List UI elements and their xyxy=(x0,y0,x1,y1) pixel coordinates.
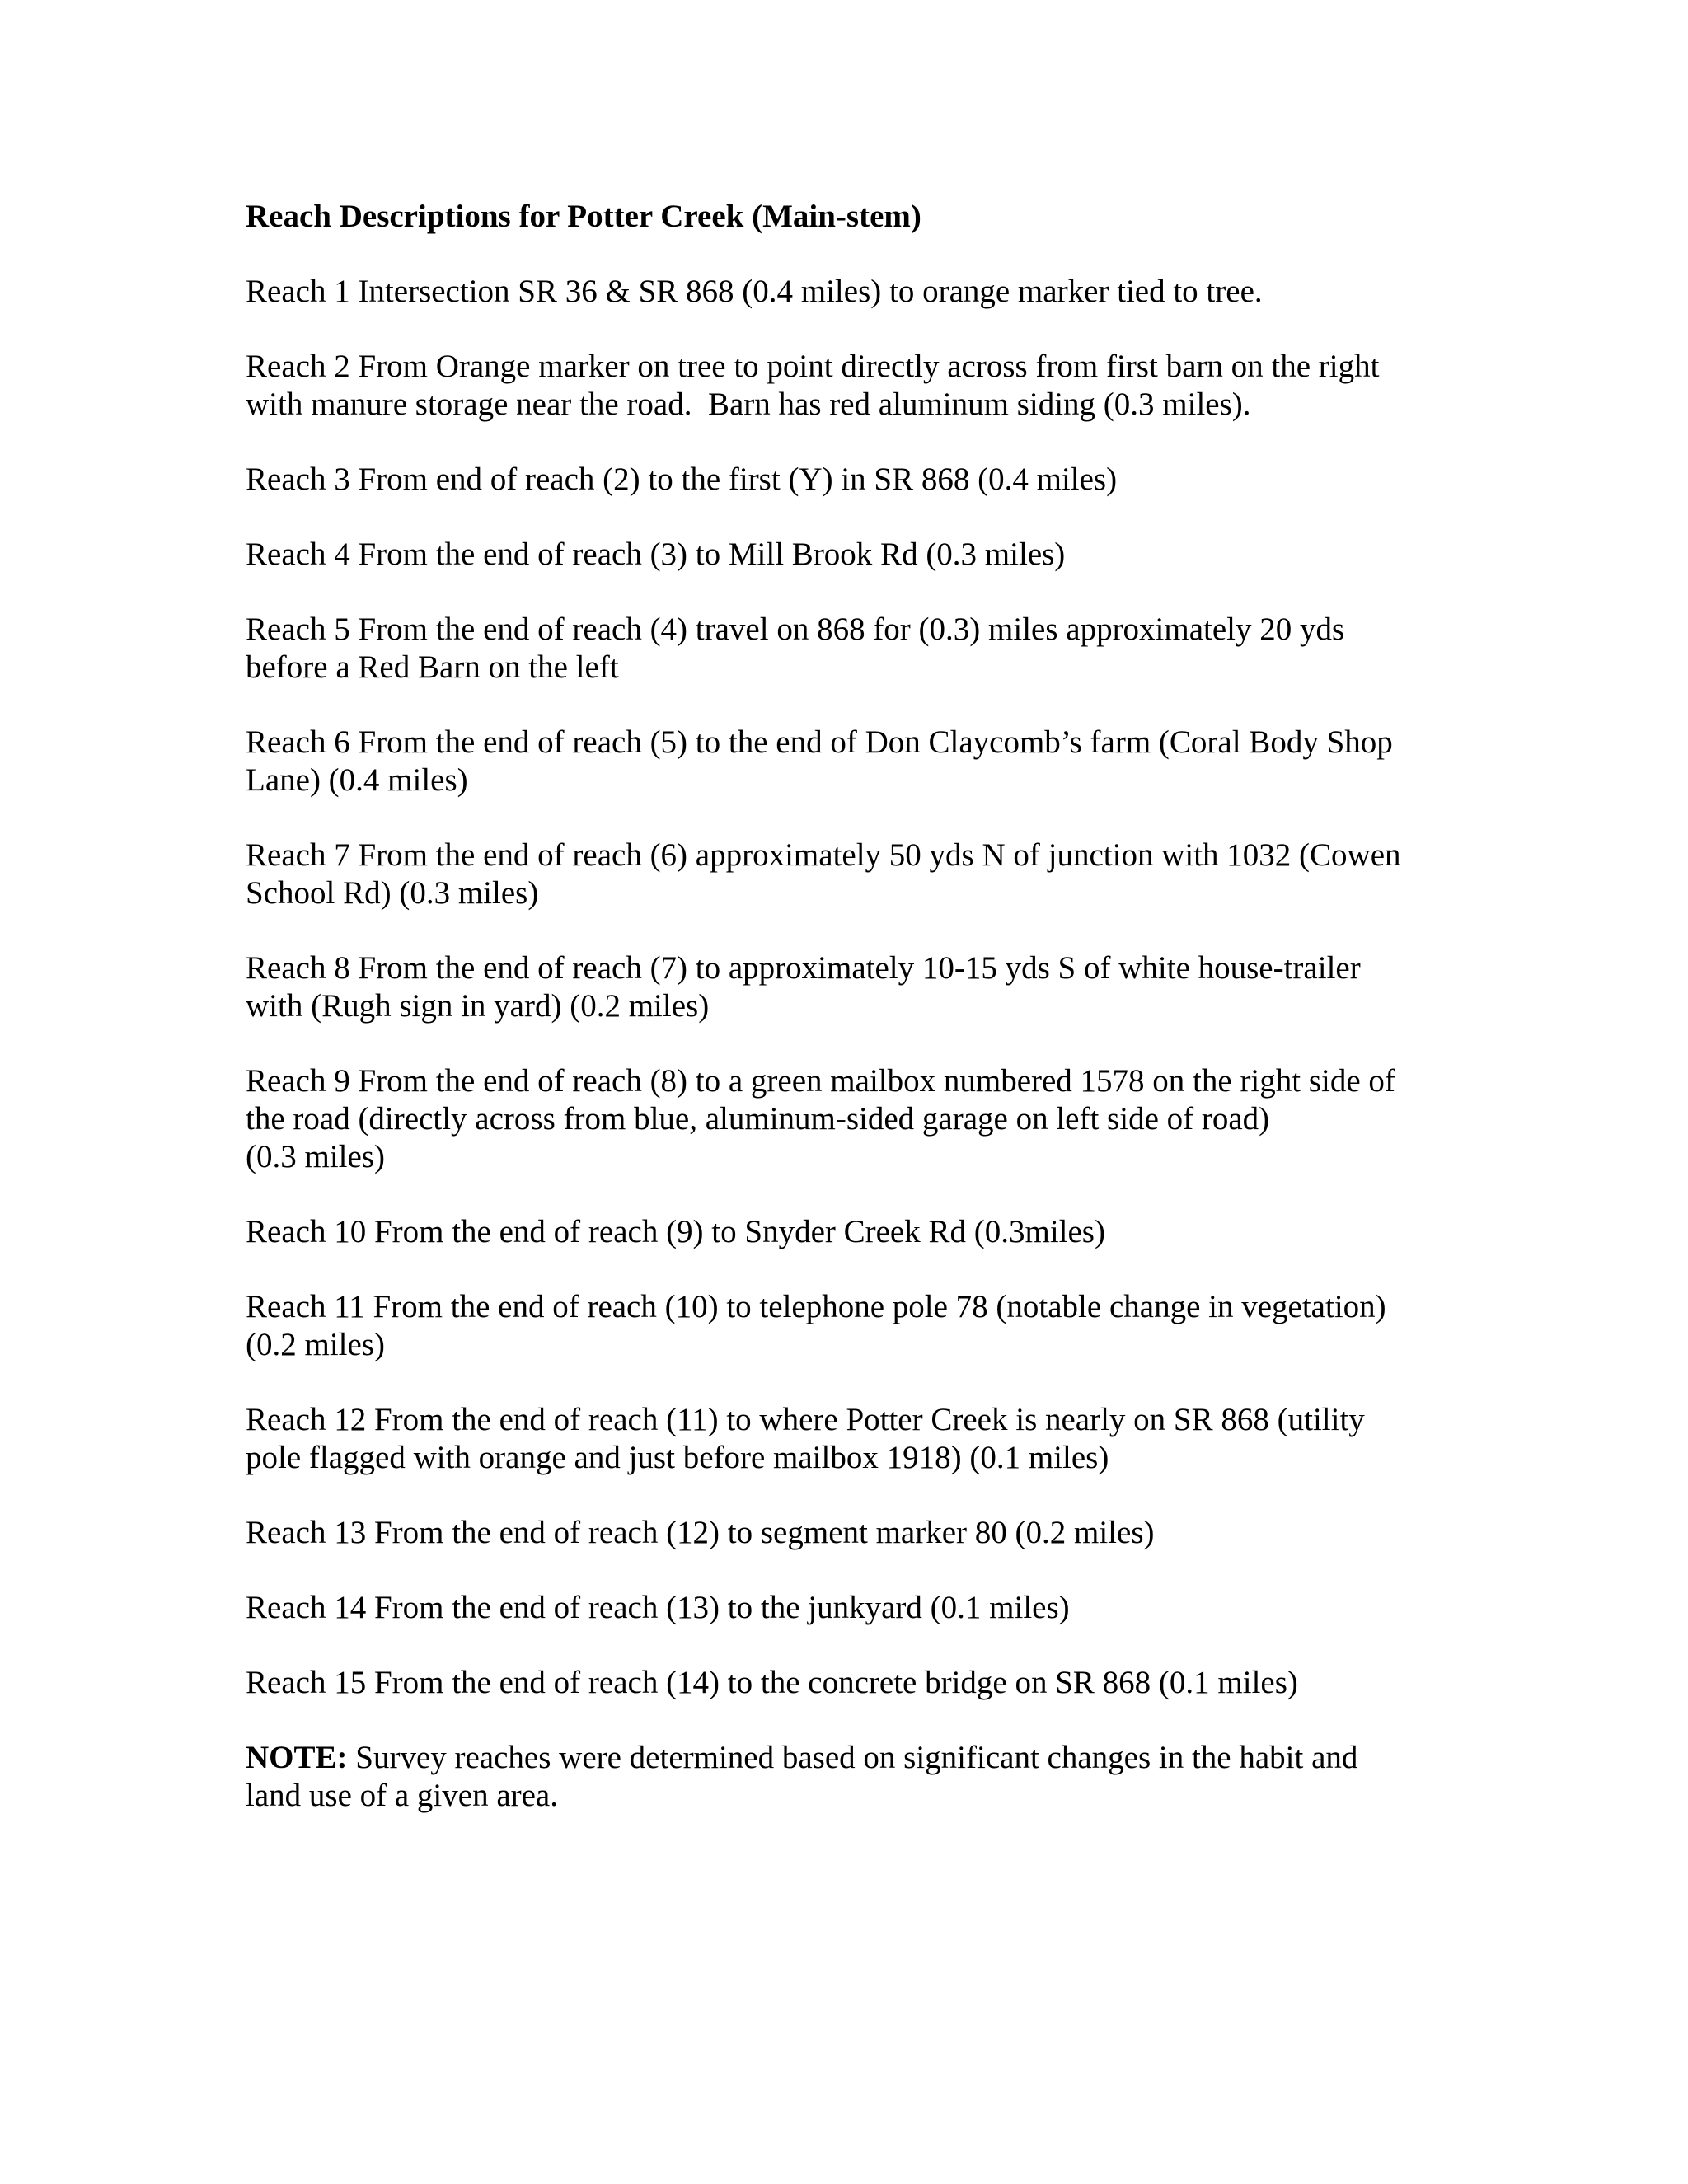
document-page xyxy=(246,198,1457,1815)
note-label: NOTE: xyxy=(246,1740,348,1775)
reach-12: Reach 12 From the end of reach (11) to where Potter Creek is nearly on SR 868 (utility pole flagged with orange and just before mailbox 1918) (0.1 miles) xyxy=(246,1402,1365,1475)
reach-2: Reach 2 From Orange marker on tree to point directly across from first barn on the right with manure storage near the road. Barn has red aluminum siding (0.3 miles). xyxy=(246,349,1380,422)
reach-7: Reach 7 From the end of reach (6) approximately 50 yds N of junction with 1032 (Cowen School Rd) (0.3 miles) xyxy=(246,837,1401,911)
note-paragraph xyxy=(246,1739,1457,1815)
reach-5: Reach 5 From the end of reach (4) travel on 868 for (0.3) miles approximately 20 yds before a Red Barn on the left xyxy=(246,612,1345,685)
reach-4: Reach 4 From the end of reach (3) to Mill Brook Rd (0.3 miles) xyxy=(246,537,1066,572)
reach-15: Reach 15 From the end of reach (14) to the concrete bridge on SR 868 (0.1 miles) xyxy=(246,1665,1298,1700)
document-title: Reach Descriptions for Potter Creek (Main-stem) xyxy=(246,199,921,234)
reach-1: Reach 1 Intersection SR 36 & SR 868 (0.4 miles) to orange marker tied to tree. xyxy=(246,274,1263,309)
reach-8: Reach 8 From the end of reach (7) to approximately 10-15 yds S of white house-trailer with (Rugh sign in yard) (0.2 miles) xyxy=(246,950,1361,1024)
note-text: Survey reaches were determined based on significant changes in the habit and land use of a given area. xyxy=(246,1740,1358,1813)
reach-3: Reach 3 From end of reach (2) to the first (Y) in SR 868 (0.4 miles) xyxy=(246,462,1118,497)
reach-6: Reach 6 From the end of reach (5) to the end of Don Claycomb’s farm (Coral Body Shop Lane) (0.4 miles) xyxy=(246,724,1393,798)
reach-9: Reach 9 From the end of reach (8) to a green mailbox numbered 1578 on the right side of the road (directly across from blue, aluminum-sided garage on left side of road) (0.3 miles) xyxy=(246,1063,1395,1174)
reach-14: Reach 14 From the end of reach (13) to the junkyard (0.1 miles) xyxy=(246,1590,1070,1625)
reach-13: Reach 13 From the end of reach (12) to segment marker 80 (0.2 miles) xyxy=(246,1515,1155,1550)
reach-10: Reach 10 From the end of reach (9) to Snyder Creek Rd (0.3miles) xyxy=(246,1214,1105,1249)
reach-11: Reach 11 From the end of reach (10) to telephone pole 78 (notable change in vegetation) (0.2 miles) xyxy=(246,1289,1386,1362)
